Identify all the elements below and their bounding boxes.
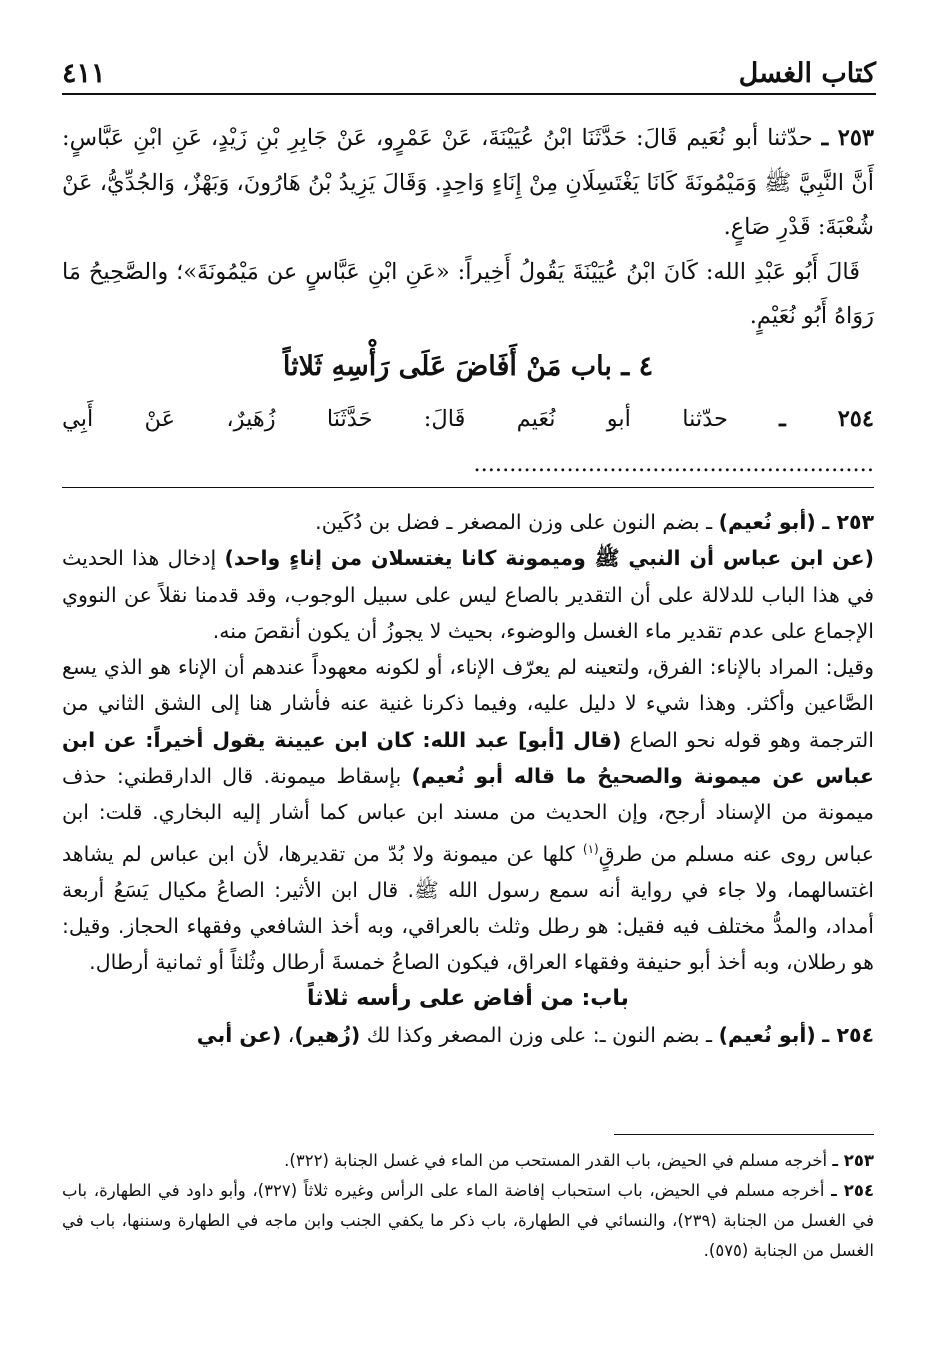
commentary-text: ـ بضم النون ـ: على وزن المصغر وكذا لك [360, 1022, 719, 1047]
commentary-paragraph [62, 1017, 874, 1053]
commentary-paragraph [62, 540, 874, 649]
hadith-body: حدّثنا أبو نُعَيم قَالَ: حَدَّثَنَا ابْنُ عُيَيْنَةَ، عَنْ عَمْرٍو، عَنْ جَابِرِ بْنِ زَيْدٍ، عَنِ ابْنِ عَبَّاسٍ: أَنَّ النَّبِيَّ ﷺ وَمَيْمُونَةَ كَانَا يَغْتَسِلَانِ مِنْ إِنَاءٍ وَاحِدٍ. وَقَالَ يَزِيدُ بْنُ هَارُونَ، وَبَهْزٌ، وَالجُدِّيُّ، عَنْ شُعْبَةَ: قَدْرِ صَاعٍ. [62, 125, 874, 240]
commentary-number: ٢٥٣ ـ [822, 510, 874, 534]
footnote-number: ٢٥٤ ـ [831, 1181, 875, 1200]
running-header [62, 52, 876, 92]
footnote [62, 1176, 874, 1266]
commentary-text: ـ بضم النون على وزن المصغر ـ فضل بن دُكَين. [315, 510, 719, 534]
commentary-text: بإسقاط ميمونة. قال الدارقطني: حذف ميمونة من الإسناد أرجح، وإن الحديث من مسند ابن عباس كما أشار إليه البخاري. قلت: ابن عباس روى عنه مسلم من طرقٍ [62, 764, 874, 866]
footnote-number: ٢٥٣ ـ [832, 1151, 874, 1170]
footnote-text: أخرجه مسلم في الحيض، باب استحباب إفاضة الماء على الرأس وغيره ثلاثاً (٣٢٧)، وأبو داود في الطهارة، باب في الغسل من الجنابة (٢٣٩)، والنسائي في الطهارة، باب ذكر ما يكفي الجنب وابن ماجه في الطهارة وسننها، باب في الغسل من الجنابة (٥٧٥). [62, 1181, 874, 1260]
hadith-253 [62, 116, 874, 250]
footnote [62, 1146, 874, 1176]
footnote-divider [614, 1134, 874, 1135]
commentary-number: ٢٥٤ ـ [822, 1022, 874, 1047]
commentary-text: وقيل: المراد بالإناء: الفرق، ولتعينه لم يعرّف الإناء، أو لكونه معهوداً عندهم أن الإناء هو الذي يسع الصَّاعين وأكثر. وهذا شيء لا دليل عليه، وفيما ذكرنا غنية عنه فأشار هنا إلى الشق الثاني من الترجمة وهو قوله نحو الصاع [62, 655, 874, 752]
commentary-paragraph [62, 504, 874, 540]
footnotes-block [62, 1146, 874, 1266]
hadith-number: ٢٥٣ ـ [821, 125, 874, 151]
quoted-phrase: (عن أبي [196, 1022, 282, 1047]
hadith-254 [62, 397, 874, 486]
quoted-phrase: (قال [أبو] عبد الله: كان ابن عيينة يقول أخيراً: عن ابن عباس عن ميمونة والصحيحُ ما قاله أبو نُعيم) [62, 727, 874, 789]
hadith-number: ٢٥٤ ـ [779, 406, 874, 432]
page-number: ٤١١ [62, 58, 106, 89]
commentary-text: ، [281, 1022, 295, 1047]
continuation-dots: ........................................................ [473, 450, 874, 477]
quoted-phrase: (زُهير) [294, 1022, 361, 1047]
hadith-body: حدّثنا أبو نُعَيم قَالَ: حَدَّثَنَا زُهَيرٌ، عَنْ أَبِي [62, 406, 728, 432]
hadith-text-block [62, 116, 874, 486]
commentary-sub-heading: باب: من أفاض على رأسه ثلاثاً [307, 985, 629, 1011]
quoted-phrase: (أبو نُعيم) [718, 510, 816, 534]
quoted-phrase: (أبو نُعيم) [718, 1022, 816, 1047]
chapter-heading: ٤ ـ باب مَنْ أَفَاضَ عَلَى رَأْسِهِ ثَلاثاً [282, 350, 654, 382]
text-commentary-divider [62, 487, 874, 488]
hadith-253-note: قَالَ أَبُو عَبْدِ الله: كَانَ ابْنُ عُيَيْنَةَ يَقُولُ أَخِيراً: «عَنِ ابْنِ عَبَّاسٍ عن مَيْمُونَةَ»؛ والصَّحِيحُ مَا رَوَاهُ أَبُو نُعَيْمٍ. [62, 258, 874, 329]
commentary-block [62, 504, 874, 1053]
book-title: كتاب الغسل [738, 58, 876, 89]
commentary-text: إدخال هذا الحديث في هذا الباب للدلالة على أن التقدير بالصاع ليس على سبيل الوجوب، وقد قدمنا نقلاً عن النووي الإجماع على عدم تقدير ماء الغسل والوضوء، بحيث لا يجوزُ أن يكون أنقصَ منه. [62, 546, 874, 643]
header-divider [62, 93, 876, 95]
commentary-text: كلها عن ميمونة ولا بُدّ من تقديرها، لأن ابن عباس لم يشاهد اغتسالهما، ولا جاء في رواية أنه سمع رسول الله ﷺ. قال ابن الأثير: الصاعُ مكيال يَسَعُ أربعة أمداد، والمدُّ مختلف فيه فقيل: هو رطل وثلث بالعراقي، وبه أخذ الشافعي وفقهاء الحجاز. وقيل: هو رطلان، وبه أخذ أبو حنيفة وفقهاء العراق، فيكون الصاعُ خمسةَ أرطال وثُلثاً أو ثمانية أرطال. [62, 841, 874, 975]
commentary-paragraph [62, 649, 874, 981]
footnote-text: أخرجه مسلم في الحيض، باب القدر المستحب من الماء في غسل الجنابة (٣٢٢). [284, 1151, 828, 1170]
quoted-phrase: (عن ابن عباس أن النبي ﷺ وميمونة كانا يغتسلان من إناءٍ واحد) [224, 546, 874, 571]
footnote-ref: (١) [582, 841, 599, 856]
